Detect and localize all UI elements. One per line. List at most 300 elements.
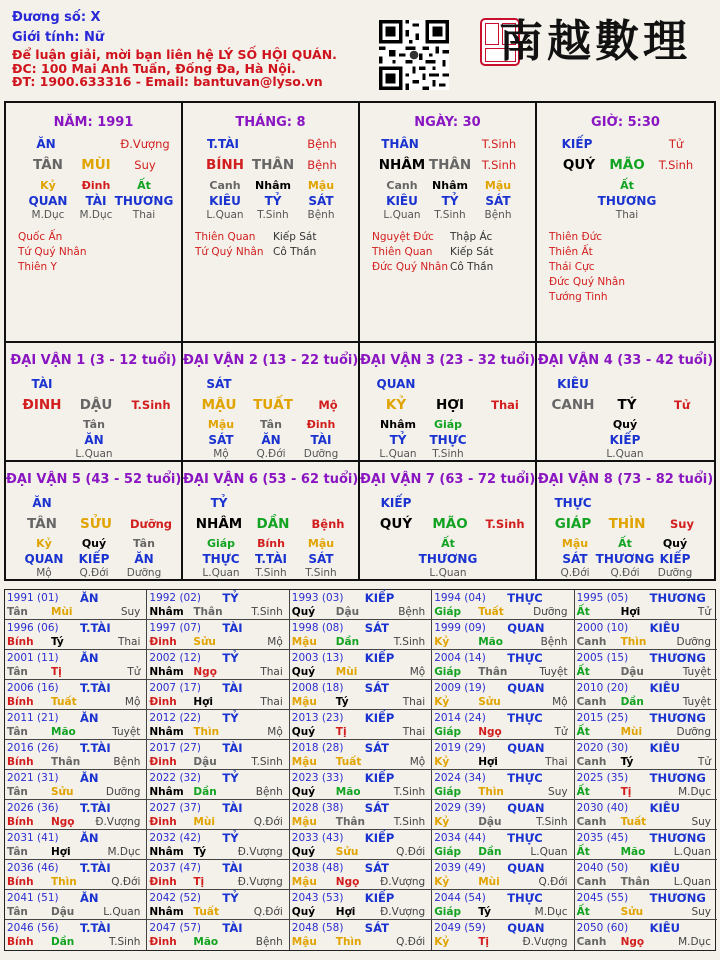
pillar-top-phase: T.Sinh xyxy=(481,137,517,151)
year-stem: Bính xyxy=(7,816,34,828)
year-cell[interactable] xyxy=(575,650,717,680)
year-branch: Mão xyxy=(620,846,646,858)
star-item: Tướng Tinh xyxy=(549,291,608,303)
year-cell[interactable] xyxy=(432,710,574,740)
ten-god: KIÊU xyxy=(209,194,241,208)
year-star: ĂN xyxy=(80,711,99,725)
year-stem: Quý xyxy=(291,666,316,678)
year-phase: Đ.Vượng xyxy=(522,936,568,948)
dai-van-stem: NHÂM xyxy=(195,516,243,532)
pillar-title: NĂM: 1991 xyxy=(53,115,134,130)
year-star: TỶ xyxy=(222,591,239,605)
year-phase: Mộ xyxy=(267,726,283,738)
year-branch: Hợi xyxy=(193,696,213,708)
year-stem: Canh xyxy=(576,936,607,948)
year-cell[interactable] xyxy=(432,890,574,920)
year-cell[interactable] xyxy=(432,800,574,830)
year-stem: Nhâm xyxy=(149,846,184,858)
dai-van-top-star: TÀI xyxy=(31,377,53,391)
year-branch: Tuất xyxy=(478,606,504,618)
year-star: TÀI xyxy=(222,741,243,755)
year-cell[interactable] xyxy=(5,620,147,650)
year-phase: T.Sinh xyxy=(536,816,568,828)
pillar-cell xyxy=(6,103,183,343)
dai-van-top-star: SÁT xyxy=(206,377,232,391)
year-phase: T.Sinh xyxy=(393,816,426,828)
dai-van-phase: Mộ xyxy=(318,398,338,412)
ten-god: TỶ xyxy=(264,194,282,208)
dai-van-top-star: ĂN xyxy=(32,496,52,510)
year-label: 2034 (44) xyxy=(434,832,486,844)
year-star: TỶ xyxy=(222,831,239,845)
year-branch: Hợi xyxy=(620,606,641,618)
dai-van-cell xyxy=(537,462,714,579)
year-branch: Ngọ xyxy=(51,816,75,828)
year-star: SÁT xyxy=(364,621,389,635)
year-cell[interactable] xyxy=(575,830,717,860)
year-cell[interactable] xyxy=(147,920,289,950)
year-phase: T.Sinh xyxy=(108,936,141,948)
year-star: T.TÀI xyxy=(80,921,111,935)
year-cell[interactable] xyxy=(5,830,147,860)
year-branch: Ngọ xyxy=(478,726,502,738)
year-cell[interactable] xyxy=(5,890,147,920)
year-cell[interactable] xyxy=(290,830,432,860)
year-cell[interactable] xyxy=(290,800,432,830)
ten-god: THỰC xyxy=(429,433,467,447)
life-stage: L.Quan xyxy=(202,567,240,579)
year-star: ĂN xyxy=(80,591,99,605)
year-phase: Bệnh xyxy=(255,936,283,948)
dai-van-branch: HỢI xyxy=(435,397,465,413)
year-star: KIÊU xyxy=(649,681,680,695)
hidden-stem: Ất xyxy=(618,537,632,550)
dai-van-cell xyxy=(183,343,360,462)
year-cell[interactable] xyxy=(432,650,574,680)
life-stage: T.Sinh xyxy=(434,209,466,221)
year-label: 2035 (45) xyxy=(576,832,629,844)
life-stage: Bệnh xyxy=(484,209,512,221)
year-cell[interactable] xyxy=(575,620,717,650)
pillar-top-star: THÂN xyxy=(381,137,419,151)
ten-god: KIẾP xyxy=(609,433,641,447)
life-stage: T.Sinh xyxy=(305,567,337,579)
year-label: 2032 (42) xyxy=(149,832,202,844)
year-stem: Ất xyxy=(576,906,590,918)
dai-van-cell xyxy=(183,462,360,579)
year-cell[interactable] xyxy=(432,770,574,800)
ten-god: TỶ xyxy=(389,433,407,447)
year-cell[interactable] xyxy=(5,770,147,800)
year-star: KIÊU xyxy=(649,801,680,815)
year-star: THƯƠNG xyxy=(649,771,706,785)
year-cell[interactable] xyxy=(147,830,289,860)
year-label: 2005 (15) xyxy=(576,652,629,664)
year-star: QUAN xyxy=(507,861,545,875)
year-cell[interactable] xyxy=(432,740,574,770)
year-cell[interactable] xyxy=(147,650,289,680)
year-label: 1996 (06) xyxy=(7,622,59,634)
hidden-stem: Kỷ xyxy=(40,179,56,192)
year-cell[interactable] xyxy=(147,800,289,830)
year-cell[interactable] xyxy=(147,740,289,770)
year-phase: Bệnh xyxy=(398,606,426,618)
year-stem: Quý xyxy=(291,786,316,798)
year-branch: Hợi xyxy=(335,906,356,918)
year-phase: Q.Đới xyxy=(253,906,283,918)
hidden-stem: Giáp xyxy=(433,418,463,431)
dai-van-title: ĐẠI VẬN 5 (43 - 52 tuổi) xyxy=(6,472,182,487)
year-stem: Kỷ xyxy=(434,636,450,648)
address: ĐC: 100 Mai Anh Tuấn, Đống Đa, Hà Nội. xyxy=(12,60,296,76)
year-branch: Sửu xyxy=(478,696,501,708)
star-item: Thiên Quan xyxy=(372,246,433,258)
year-cell[interactable] xyxy=(147,590,289,620)
year-branch: Mùi xyxy=(620,726,643,738)
pillar-title: NGÀY: 30 xyxy=(414,115,481,130)
year-branch: Thân xyxy=(335,816,365,828)
year-stem: Tân xyxy=(7,846,28,858)
year-label: 1991 (01) xyxy=(7,592,59,604)
year-branch: Mão xyxy=(335,786,361,798)
hidden-stem: Đinh xyxy=(81,179,111,192)
year-cell[interactable] xyxy=(147,770,289,800)
year-branch: Tý xyxy=(193,846,207,858)
year-phase: Bệnh xyxy=(540,636,568,648)
year-phase: Thai xyxy=(260,696,283,708)
year-cell[interactable] xyxy=(147,680,289,710)
year-branch: Tý xyxy=(620,756,634,768)
year-stem: Canh xyxy=(576,756,607,768)
life-stage: Mộ xyxy=(213,448,229,460)
life-stage: T.Sinh xyxy=(432,448,464,460)
year-phase: M.Dục xyxy=(678,936,711,948)
dai-van-top-star: QUAN xyxy=(376,377,416,391)
life-stage: T.Sinh xyxy=(257,209,289,221)
year-cell[interactable] xyxy=(5,860,147,890)
year-phase: Dưỡng xyxy=(533,606,568,618)
year-cell[interactable] xyxy=(432,860,574,890)
year-cell[interactable] xyxy=(5,650,147,680)
year-phase: Suy xyxy=(548,786,568,798)
pillar-branch: THÂN xyxy=(251,157,295,173)
hidden-stem: Nhâm xyxy=(255,179,291,192)
year-cell[interactable] xyxy=(290,620,432,650)
year-star: THỰC xyxy=(507,831,543,845)
life-stage: Dưỡng xyxy=(657,567,693,579)
year-label: 1995 (05) xyxy=(576,592,629,604)
year-branch: Tý xyxy=(478,906,491,918)
year-star: TÀI xyxy=(222,801,243,815)
year-stem: Nhâm xyxy=(149,726,184,738)
year-label: 2050 (60) xyxy=(576,922,629,934)
year-star: THỰC xyxy=(507,651,543,665)
year-cell[interactable] xyxy=(575,680,717,710)
year-phase: T.Sinh xyxy=(251,606,283,618)
life-stage: Q.Đới xyxy=(610,567,640,579)
year-label: 2011 (21) xyxy=(7,712,59,724)
year-cell[interactable] xyxy=(5,920,147,950)
year-stem: Nhâm xyxy=(149,666,184,678)
year-label: 2001 (11) xyxy=(7,652,59,664)
year-phase: Tuyệt xyxy=(682,666,711,678)
year-cell[interactable] xyxy=(575,740,717,770)
year-cell[interactable] xyxy=(432,620,574,650)
year-stem: Kỷ xyxy=(434,876,450,888)
year-label: 2017 (27) xyxy=(149,742,202,754)
year-stem: Bính xyxy=(7,756,34,768)
year-phase: Thai xyxy=(117,636,141,648)
dai-van-stem: QUÝ xyxy=(379,516,413,532)
year-star: KIẾP xyxy=(364,651,395,665)
life-stage: Thai xyxy=(132,209,156,221)
year-cell[interactable] xyxy=(290,590,432,620)
year-star: ĂN xyxy=(80,771,99,785)
year-cell[interactable] xyxy=(5,710,147,740)
year-stem: Mậu xyxy=(291,636,317,648)
dai-van-branch: TÝ xyxy=(617,397,637,413)
star-item: Thiên Quan xyxy=(195,231,256,243)
year-branch: Tý xyxy=(335,696,349,708)
year-stem: Ất xyxy=(576,846,590,858)
year-cell[interactable] xyxy=(432,590,574,620)
ten-god: SÁT xyxy=(308,552,334,566)
year-cell[interactable] xyxy=(290,890,432,920)
life-stage: Dưỡng xyxy=(126,567,162,579)
year-stem: Giáp xyxy=(434,846,462,858)
hidden-stem: Nhâm xyxy=(380,418,416,431)
year-stem: Ất xyxy=(576,666,590,678)
dai-van-phase: T.Sinh xyxy=(485,517,525,531)
dai-van-branch: THÌN xyxy=(608,516,646,532)
year-stem: Tân xyxy=(7,726,28,738)
dai-van-stem: KỶ xyxy=(385,397,407,413)
year-stem: Bính xyxy=(7,936,34,948)
year-star: KIẾP xyxy=(364,711,395,725)
year-stem: Ất xyxy=(576,606,590,618)
hidden-stem: Mậu xyxy=(307,537,335,550)
year-cell[interactable] xyxy=(290,710,432,740)
year-phase: Thai xyxy=(402,726,426,738)
dai-van-stem: GIÁP xyxy=(554,516,592,532)
year-star: KIÊU xyxy=(649,921,680,935)
year-stem: Đinh xyxy=(149,936,177,948)
year-branch: Ngọ xyxy=(335,876,360,888)
year-phase: L.Quan xyxy=(673,876,711,888)
dai-van-branch: DẦN xyxy=(256,516,290,532)
qr-code-icon[interactable] xyxy=(379,20,449,90)
year-branch: Thân xyxy=(193,606,223,618)
year-stem: Giáp xyxy=(434,726,462,738)
year-cell[interactable] xyxy=(147,860,289,890)
ten-god: ĂN xyxy=(134,552,154,566)
year-stem: Tân xyxy=(7,606,28,618)
year-stem: Canh xyxy=(576,636,607,648)
year-star: TÀI xyxy=(222,861,243,875)
header-info xyxy=(12,8,337,89)
year-cell[interactable] xyxy=(290,770,432,800)
year-star: KIÊU xyxy=(649,741,680,755)
ten-god: T.TÀI xyxy=(255,552,287,566)
year-branch: Thìn xyxy=(478,786,504,798)
year-label: 2008 (18) xyxy=(291,682,344,694)
year-cell[interactable] xyxy=(575,890,717,920)
year-label: 2006 (16) xyxy=(7,682,59,694)
year-cell[interactable] xyxy=(290,920,432,950)
year-label: 2013 (23) xyxy=(291,712,344,724)
life-stage: Q.Đới xyxy=(79,567,109,579)
year-star: QUAN xyxy=(507,681,545,695)
year-phase: Tuyệt xyxy=(539,666,568,678)
year-branch: Mão xyxy=(478,636,503,648)
year-label: 1997 (07) xyxy=(149,622,202,634)
year-cell[interactable] xyxy=(5,680,147,710)
year-branch: Tị xyxy=(620,786,632,798)
year-phase: Đ.Vượng xyxy=(380,876,426,888)
year-label: 2022 (32) xyxy=(149,772,202,784)
year-stem: Kỷ xyxy=(434,936,450,948)
year-stem: Nhâm xyxy=(149,786,184,798)
year-phase: Tử xyxy=(554,726,568,738)
year-branch: Mùi xyxy=(335,666,358,678)
dai-van-phase: Bệnh xyxy=(311,517,345,531)
year-cell[interactable] xyxy=(575,710,717,740)
year-cell[interactable] xyxy=(5,590,147,620)
year-phase: T.Sinh xyxy=(251,756,283,768)
year-star: KIÊU xyxy=(649,861,680,875)
year-phase: Suy xyxy=(120,606,141,618)
year-star: TÀI xyxy=(222,681,243,695)
year-cell[interactable] xyxy=(5,740,147,770)
hidden-stem: Nhâm xyxy=(432,179,468,192)
year-stem: Mậu xyxy=(291,756,317,768)
year-label: 2019 (29) xyxy=(434,742,486,754)
year-stem: Tân xyxy=(7,786,28,798)
year-label: 2038 (48) xyxy=(291,862,344,874)
year-cell[interactable] xyxy=(575,800,717,830)
year-cell[interactable] xyxy=(290,860,432,890)
year-branch: Tị xyxy=(193,876,205,888)
year-cell[interactable] xyxy=(290,740,432,770)
phone-email[interactable]: ĐT: 1900.633316 - Email: bantuvan@lyso.vn xyxy=(12,74,323,89)
year-star: THƯƠNG xyxy=(649,711,706,725)
ten-god: ĂN xyxy=(261,433,281,447)
year-star: TỶ xyxy=(222,771,239,785)
year-stem: Đinh xyxy=(149,636,177,648)
year-branch: Dậu xyxy=(193,756,217,768)
year-cell[interactable] xyxy=(575,860,717,890)
ten-god: THƯƠNG xyxy=(114,194,174,208)
year-cell[interactable] xyxy=(290,680,432,710)
year-cell[interactable] xyxy=(147,620,289,650)
dai-van-stem: CANH xyxy=(551,397,595,413)
year-label: 2016 (26) xyxy=(7,742,59,754)
yearly-table xyxy=(4,589,716,951)
year-star: T.TÀI xyxy=(80,681,111,695)
four-pillars-board xyxy=(4,101,716,581)
year-stem: Quý xyxy=(291,606,316,618)
year-phase: Suy xyxy=(691,906,711,918)
year-star: THƯƠNG xyxy=(649,891,706,905)
life-stage: L.Quan xyxy=(75,448,113,460)
star-list xyxy=(273,230,316,260)
year-branch: Thìn xyxy=(620,636,647,648)
hidden-stem: Kỷ xyxy=(36,537,52,550)
year-star: ĂN xyxy=(80,651,99,665)
year-branch: Dần xyxy=(193,786,217,798)
dai-van-phase: T.Sinh xyxy=(131,398,171,412)
year-stem: Tân xyxy=(7,666,28,678)
year-phase: Q.Đới xyxy=(396,846,426,858)
year-cell[interactable] xyxy=(5,800,147,830)
ten-god: THỰC xyxy=(202,552,240,566)
year-branch: Sửu xyxy=(335,846,359,858)
year-cell[interactable] xyxy=(147,890,289,920)
year-cell[interactable] xyxy=(432,920,574,950)
year-label: 2030 (40) xyxy=(576,802,629,814)
hidden-stem: Ất xyxy=(137,179,151,192)
year-branch: Tị xyxy=(335,726,347,738)
year-branch: Mùi xyxy=(478,876,500,888)
dai-van-title: ĐẠI VẬN 4 (33 - 42 tuổi) xyxy=(537,353,714,368)
year-phase: L.Quan xyxy=(103,906,141,918)
hidden-stem: Ất xyxy=(620,179,634,192)
year-phase: Tử xyxy=(697,606,711,618)
year-cell[interactable] xyxy=(290,650,432,680)
contact-note: Để luận giải, mời bạn liên hệ LÝ SỐ HỘI QUÁN. xyxy=(12,47,337,62)
year-label: 2037 (47) xyxy=(149,862,202,874)
year-label: 2027 (37) xyxy=(149,802,202,814)
year-cell[interactable] xyxy=(147,710,289,740)
dai-van-phase: Tử xyxy=(673,398,691,412)
hidden-stem: Ất xyxy=(441,537,455,550)
year-label: 2049 (59) xyxy=(434,922,486,934)
year-cell[interactable] xyxy=(575,590,717,620)
ten-god: SÁT xyxy=(208,433,234,447)
year-stem: Đinh xyxy=(149,876,177,888)
life-stage: L.Quan xyxy=(383,209,421,221)
ten-god: SÁT xyxy=(308,194,334,208)
year-star: T.TÀI xyxy=(80,741,111,755)
year-branch: Tị xyxy=(478,936,489,948)
dai-van-stem: TÂN xyxy=(27,516,57,532)
year-cell[interactable] xyxy=(432,680,574,710)
year-label: 1994 (04) xyxy=(434,592,486,604)
star-item: Quốc Ấn xyxy=(18,231,63,243)
ten-god: KIẾP xyxy=(78,552,110,566)
dai-van-title: ĐẠI VẬN 7 (63 - 72 tuổi) xyxy=(360,472,536,487)
year-cell[interactable] xyxy=(575,920,717,950)
year-label: 2007 (17) xyxy=(149,682,202,694)
year-star: QUAN xyxy=(507,801,545,815)
star-list xyxy=(450,230,493,275)
year-phase: Thai xyxy=(260,666,283,678)
life-stage: Bệnh xyxy=(307,209,335,221)
hidden-stem: Tân xyxy=(83,418,105,431)
year-star: KIÊU xyxy=(649,621,680,635)
ten-god: SÁT xyxy=(485,194,511,208)
year-phase: Q.Đới xyxy=(396,936,426,948)
year-label: 1998 (08) xyxy=(291,622,344,634)
hidden-stem: Tân xyxy=(260,418,282,431)
year-branch: Mão xyxy=(193,936,219,948)
year-label: 2031 (41) xyxy=(7,832,59,844)
year-cell[interactable] xyxy=(432,830,574,860)
year-cell[interactable] xyxy=(575,770,717,800)
year-stem: Kỷ xyxy=(434,756,450,768)
year-star: TỶ xyxy=(222,651,239,665)
star-item: Tứ Quý Nhân xyxy=(195,246,264,258)
